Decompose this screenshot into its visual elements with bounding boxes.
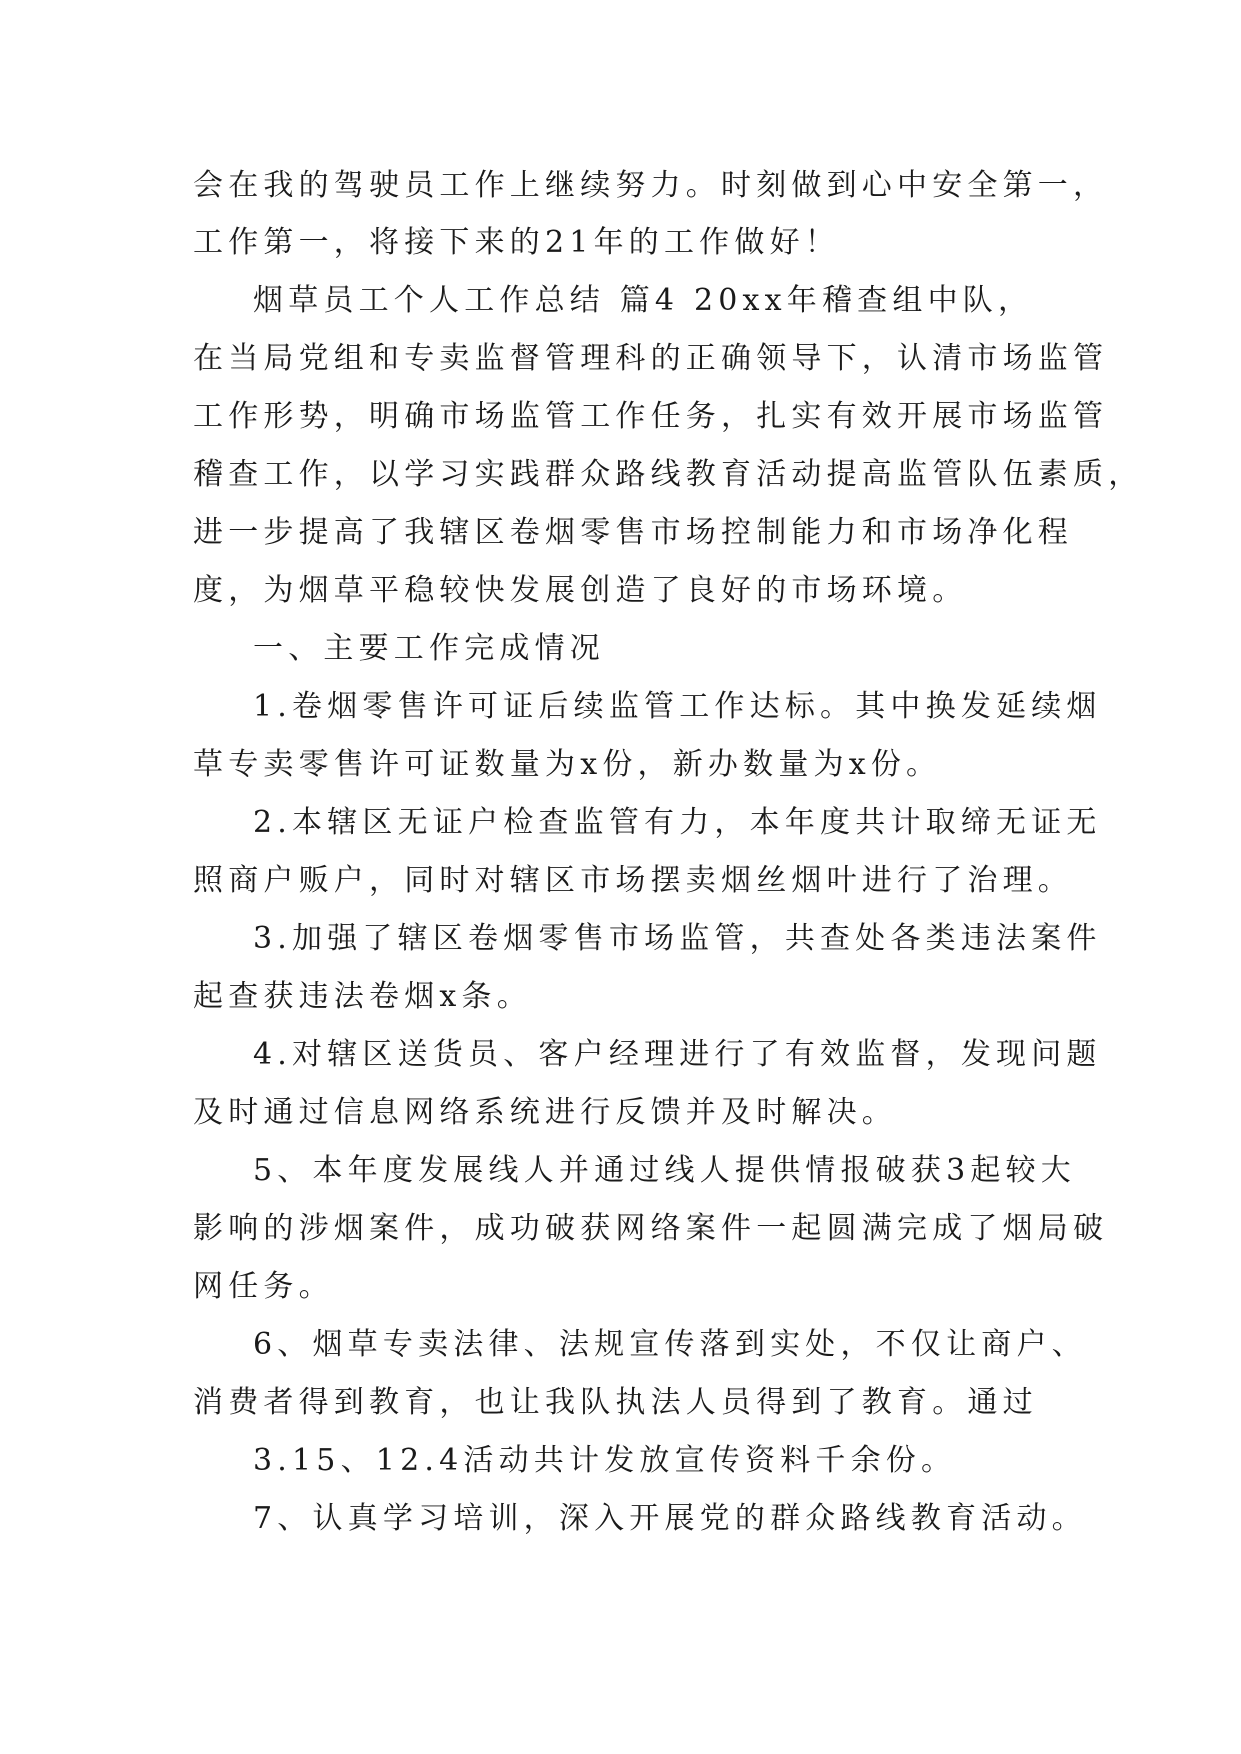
text-line: 工作第一，将接下来的21年的工作做好！	[193, 225, 840, 260]
text-line: 照商户贩户，同时对辖区市场摆卖烟丝烟叶进行了治理。	[193, 863, 1073, 898]
section-heading: 烟草员工个人工作总结 篇4 20xx年稽查组中队，	[253, 283, 1034, 318]
list-item: 1.卷烟零售许可证后续监管工作达标。其中换发延续烟	[253, 689, 1102, 724]
text-line: 网任务。	[193, 1269, 334, 1304]
text-line: 草专卖零售许可证数量为x份，新办数量为x份。	[193, 747, 942, 782]
text-line: 进一步提高了我辖区卷烟零售市场控制能力和市场净化程	[193, 515, 1073, 550]
text-line: 3.15、12.4活动共计发放宣传资料千余份。	[253, 1443, 957, 1478]
text-line: 稽查工作，以学习实践群众路线教育活动提高监管队伍素质，	[193, 457, 1144, 492]
text-line: 会在我的驾驶员工作上继续努力。时刻做到心中安全第一，	[193, 168, 1109, 203]
list-item: 2.本辖区无证户检查监管有力，本年度共计取缔无证无	[253, 805, 1102, 840]
text-line: 起查获违法卷烟x条。	[193, 979, 532, 1014]
subheading: 一、主要工作完成情况	[253, 631, 605, 666]
text-line: 度，为烟草平稳较快发展创造了良好的市场环境。	[193, 573, 968, 608]
list-item: 4.对辖区送货员、客户经理进行了有效监督，发现问题	[253, 1037, 1102, 1072]
list-item: 5、本年度发展线人并通过线人提供情报破获3起较大	[253, 1153, 1076, 1188]
text-line: 消费者得到教育，也让我队执法人员得到了教育。通过	[193, 1385, 1038, 1420]
text-line: 影响的涉烟案件，成功破获网络案件一起圆满完成了烟局破	[193, 1211, 1109, 1246]
text-line: 及时通过信息网络系统进行反馈并及时解决。	[193, 1095, 897, 1130]
list-item: 6、烟草专卖法律、法规宣传落到实处，不仅让商户、	[253, 1327, 1087, 1362]
list-item: 7、认真学习培训，深入开展党的群众路线教育活动。	[253, 1501, 1087, 1536]
list-item: 3.加强了辖区卷烟零售市场监管，共查处各类违法案件	[253, 921, 1102, 956]
text-line: 工作形势，明确市场监管工作任务，扎实有效开展市场监管	[193, 399, 1109, 434]
text-line: 在当局党组和专卖监督管理科的正确领导下，认清市场监管	[193, 341, 1109, 376]
